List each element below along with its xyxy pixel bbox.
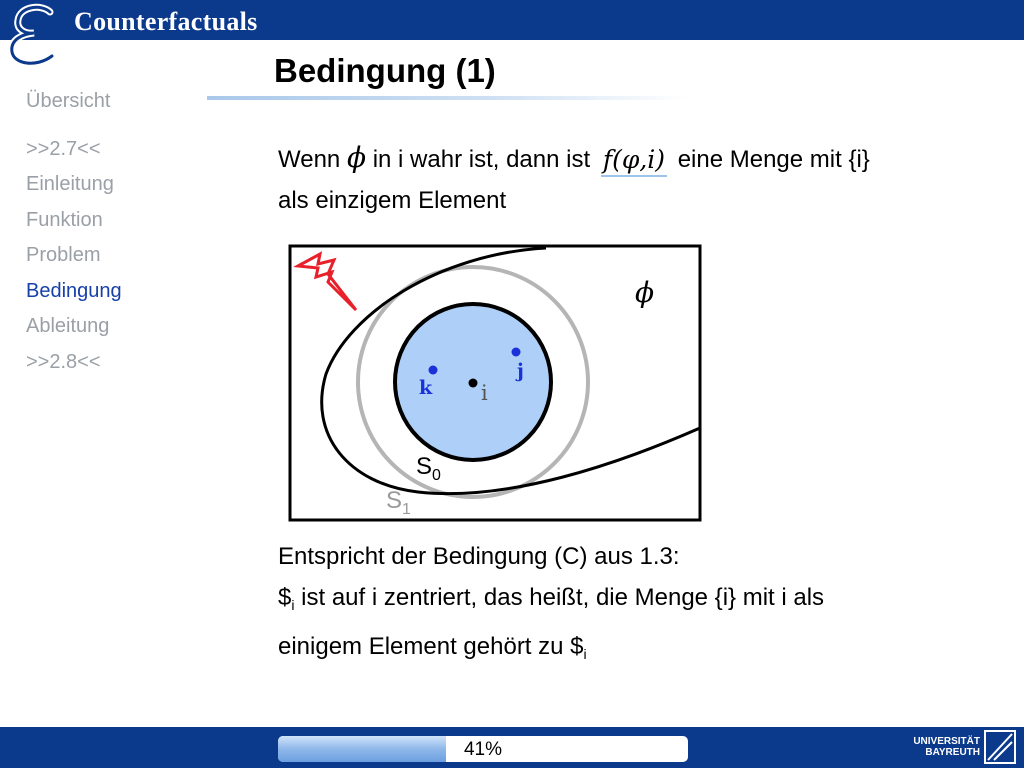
progress-label: 41% — [463, 739, 503, 760]
sidebar-item-2-7[interactable]: >>2.7<< — [26, 137, 101, 160]
label-j: j — [517, 360, 524, 382]
label-s1: $S_1$ — [386, 487, 411, 518]
text-gehoert: einigem Element gehört zu — [278, 633, 571, 660]
point-j — [512, 348, 521, 357]
sphere-symbol-2: $ — [570, 633, 584, 660]
explanation-paragraph — [278, 536, 998, 675]
sidebar-item-einleitung[interactable]: Einleitung — [26, 173, 114, 195]
sidebar-nav — [26, 84, 196, 380]
sidebar-item-uebersicht[interactable]: Übersicht — [26, 90, 111, 112]
sidebar-item-funktion[interactable]: Funktion — [26, 208, 103, 231]
sidebar-item-ableitung[interactable]: Ableitung — [26, 315, 110, 337]
sidebar-item-2-8[interactable]: >>2.8<< — [26, 350, 101, 373]
label-s0: $S_0$ — [416, 453, 441, 484]
lightning-icon — [298, 254, 356, 310]
label-k: k — [419, 377, 433, 399]
epsilon-logo-icon[interactable] — [6, 2, 66, 68]
title-underline — [207, 96, 687, 100]
app-title: Counterfactuals — [74, 7, 258, 36]
sidebar-item-problem[interactable]: Problem — [26, 244, 101, 266]
sidebar-item-bedingung[interactable]: Bedingung — [26, 279, 122, 302]
sphere-diagram — [288, 244, 704, 526]
text-wahr: in i wahr ist, dann ist — [372, 146, 591, 173]
sphere-subscript-2: i — [583, 646, 587, 662]
text-wenn: Wenn — [278, 146, 341, 173]
point-k — [429, 366, 438, 375]
label-i: i — [481, 381, 488, 405]
progress-bar[interactable] — [278, 736, 688, 762]
phi-label: ϕ — [635, 276, 655, 309]
text-entspricht: Entspricht der Bedingung (C) aus 1.3: — [278, 543, 680, 570]
page-title: Bedingung (1) — [274, 52, 496, 89]
university-logo-icon — [984, 730, 1016, 764]
university-line-1: UNIVERSITÄT — [913, 736, 980, 747]
sphere-subscript: i — [291, 597, 295, 613]
university-line-2: BAYREUTH — [925, 747, 980, 758]
university-name — [906, 736, 980, 758]
formula-image: f(φ,i) — [601, 145, 667, 177]
phi-symbol: ϕ — [346, 141, 367, 174]
text-menge: eine Menge mit {i} — [677, 146, 870, 173]
sphere-symbol: $ — [278, 584, 292, 611]
condition-paragraph — [278, 137, 998, 221]
text-element: als einzigem Element — [278, 187, 507, 214]
text-zentriert: ist auf i zentriert, das heißt, die Menge {i} mit i als — [294, 584, 825, 611]
point-i — [469, 379, 478, 388]
